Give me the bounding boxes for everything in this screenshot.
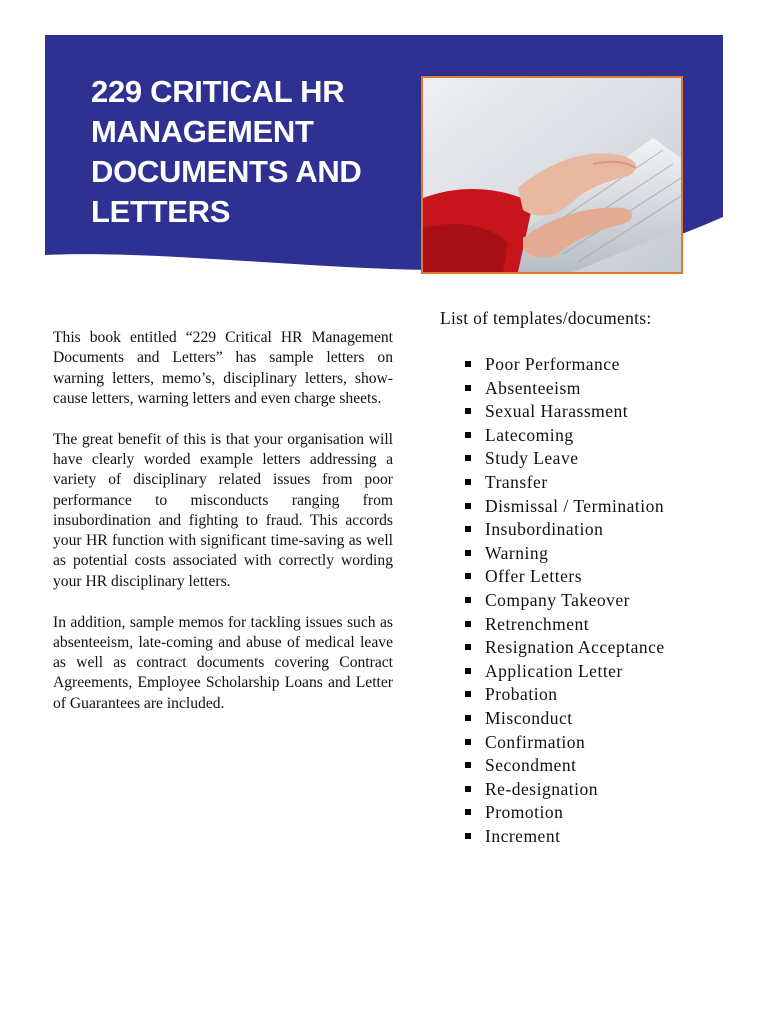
list-item — [440, 495, 740, 519]
list-item — [440, 636, 740, 660]
intro-paragraph: The great benefit of this is that your organisation will have clearly worded example letters addressing a variety of disciplinary related issues from poor performance to misconducts ranging from insubordination and fighting to fraud. This accords your HR function with significant time-saving as well as potential costs associated with correctly wording your HR disciplinary letters. — [53, 430, 393, 590]
list-item — [440, 778, 740, 802]
list-item — [440, 589, 740, 613]
list-item — [440, 471, 740, 495]
list-item-label: Study Leave — [485, 448, 579, 469]
square-bullet-icon — [465, 833, 471, 839]
square-bullet-icon — [465, 526, 471, 532]
list-item-label: Secondment — [485, 755, 577, 776]
square-bullet-icon — [465, 385, 471, 391]
page-title: 229 CRITICAL HR MANAGEMENT DOCUMENTS AND LETTERS — [91, 74, 362, 229]
list-item-label: Re-designation — [485, 778, 598, 799]
square-bullet-icon — [465, 432, 471, 438]
list-item — [440, 377, 740, 401]
list-item-label: Confirmation — [485, 731, 586, 752]
list-item — [440, 518, 740, 542]
square-bullet-icon — [465, 715, 471, 721]
square-bullet-icon — [465, 739, 471, 745]
list-item-label: Application Letter — [485, 660, 623, 681]
templates-list — [440, 353, 740, 848]
list-item-label: Promotion — [485, 802, 564, 823]
list-item — [440, 660, 740, 684]
list-item — [440, 565, 740, 589]
templates-heading: List of templates/documents: — [440, 308, 652, 328]
list-item-label: Increment — [485, 825, 561, 846]
square-bullet-icon — [465, 809, 471, 815]
list-item-label: Latecoming — [485, 424, 574, 445]
square-bullet-icon — [465, 455, 471, 461]
square-bullet-icon — [465, 762, 471, 768]
list-item — [440, 613, 740, 637]
templates-section — [440, 307, 740, 848]
list-item-label: Insubordination — [485, 519, 604, 540]
list-item — [440, 353, 740, 377]
list-item — [440, 542, 740, 566]
list-item-label: Absenteeism — [485, 377, 581, 398]
list-item-label: Dismissal / Termination — [485, 495, 665, 516]
square-bullet-icon — [465, 550, 471, 556]
list-item-label: Retrenchment — [485, 613, 590, 634]
list-item — [440, 424, 740, 448]
typing-hands-photo — [421, 76, 683, 274]
list-item — [440, 825, 740, 849]
square-bullet-icon — [465, 668, 471, 674]
intro-text — [53, 328, 393, 735]
square-bullet-icon — [465, 621, 471, 627]
list-item — [440, 754, 740, 778]
square-bullet-icon — [465, 573, 471, 579]
list-item — [440, 801, 740, 825]
list-item-label: Transfer — [485, 471, 548, 492]
list-item — [440, 731, 740, 755]
square-bullet-icon — [465, 408, 471, 414]
list-item — [440, 707, 740, 731]
intro-paragraph: In addition, sample memos for tackling issues such as absenteeism, late-coming and abuse of medical leave as well as contract documents covering Contract Agreements, Employee Scholarship Loans and Letter of Guarantees are included. — [53, 613, 393, 712]
list-item-label: Sexual Harassment — [485, 401, 629, 422]
list-item-label: Poor Performance — [485, 354, 620, 374]
intro-paragraph: This book entitled “229 Critical HR Management Documents and Letters” has sample letters on warning letters, memo’s, disciplinary letters, show-cause letters, warning letters and even charge sheets. — [53, 329, 393, 407]
list-item — [440, 683, 740, 707]
list-item-label: Resignation Acceptance — [485, 637, 665, 658]
list-item-label: Offer Letters — [485, 566, 583, 587]
square-bullet-icon — [465, 691, 471, 697]
square-bullet-icon — [465, 503, 471, 509]
square-bullet-icon — [465, 361, 471, 367]
list-item-label: Misconduct — [485, 707, 573, 728]
list-item — [440, 400, 740, 424]
square-bullet-icon — [465, 479, 471, 485]
square-bullet-icon — [465, 786, 471, 792]
list-item-label: Warning — [485, 542, 549, 563]
list-item-label: Company Takeover — [485, 589, 630, 610]
list-item — [440, 447, 740, 471]
square-bullet-icon — [465, 644, 471, 650]
list-item-label: Probation — [485, 684, 558, 705]
square-bullet-icon — [465, 597, 471, 603]
